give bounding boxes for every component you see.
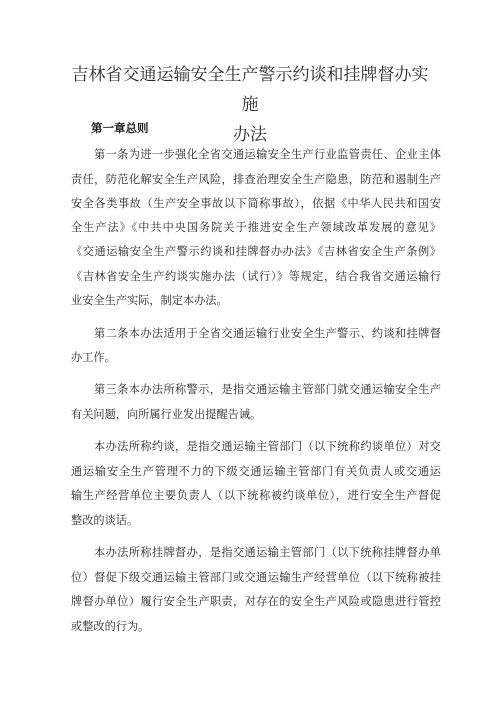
paragraph-line: 有关问题，向所属行业发出提醒告诫。	[71, 408, 262, 421]
paragraph-line: 业安全生产实际，制定本办法。	[71, 294, 228, 307]
paragraph-line: 牌督办单位）履行安全生产职责，对存在的安全生产风险或隐患进行管控	[71, 595, 441, 608]
paragraph-line: 办工作。	[71, 351, 116, 364]
paragraph-line: 责任，防范化解安全生产风险，排查治理安全生产隐患，防范和遏制生产	[71, 173, 441, 186]
paragraph-line: 第三条本办法所称警示，是指交通运输主管部门就交通运输安全生产	[94, 383, 441, 396]
title-line-1: 吉林省交通运输安全生产警示约谈和挂牌督办实施	[71, 65, 429, 115]
paragraph-line: 通运输安全生产管理不力的下级交通运输主管部门有关负责人或交通运	[71, 465, 441, 478]
document-title	[70, 60, 430, 150]
paragraph-line: 本办法所称挂牌督办，是指交通运输主管部门（以下统称挂牌督办单	[94, 546, 441, 559]
paragraph-line: 整改的谈话。	[71, 514, 139, 527]
chapter-heading: 第一章总则	[91, 121, 149, 135]
paragraph-line: 《交通运输安全生产警示约谈和挂牌督办办法》《吉林省安全生产条例》	[71, 245, 441, 258]
paragraph-line: 第一条为进一步强化全省交通运输安全生产行业监管责任、企业主体	[94, 148, 441, 161]
paragraph-line: 输生产经营单位主要负责人（以下统称被约谈单位），进行安全生产督促	[71, 489, 441, 502]
paragraph-line: 或整改的行为。	[71, 620, 150, 633]
paragraph-line: 本办法所称约谈，是指交通运输主管部门（以下统称约谈单位）对交	[94, 440, 441, 453]
paragraph-line: 安全各类事故（生产安全事故以下简称事故），依据《中华人民共和国安	[71, 197, 441, 210]
paragraph-line: 第二条本办法适用于全省交通运输行业安全生产警示、约谈和挂牌督	[94, 327, 441, 340]
paragraph-line: 全生产法》《中共中央国务院关于推进安全生产领域改革发展的意见》	[71, 221, 441, 234]
title-line-2: 办法	[233, 125, 267, 145]
paragraph-line: 《吉林省安全生产约谈实施办法（试行）》等规定，结合我省交通运输行	[71, 270, 441, 283]
paragraph-line: 位）督促下级交通运输主管部门或交通运输生产经营单位（以下统称被挂	[71, 571, 441, 584]
